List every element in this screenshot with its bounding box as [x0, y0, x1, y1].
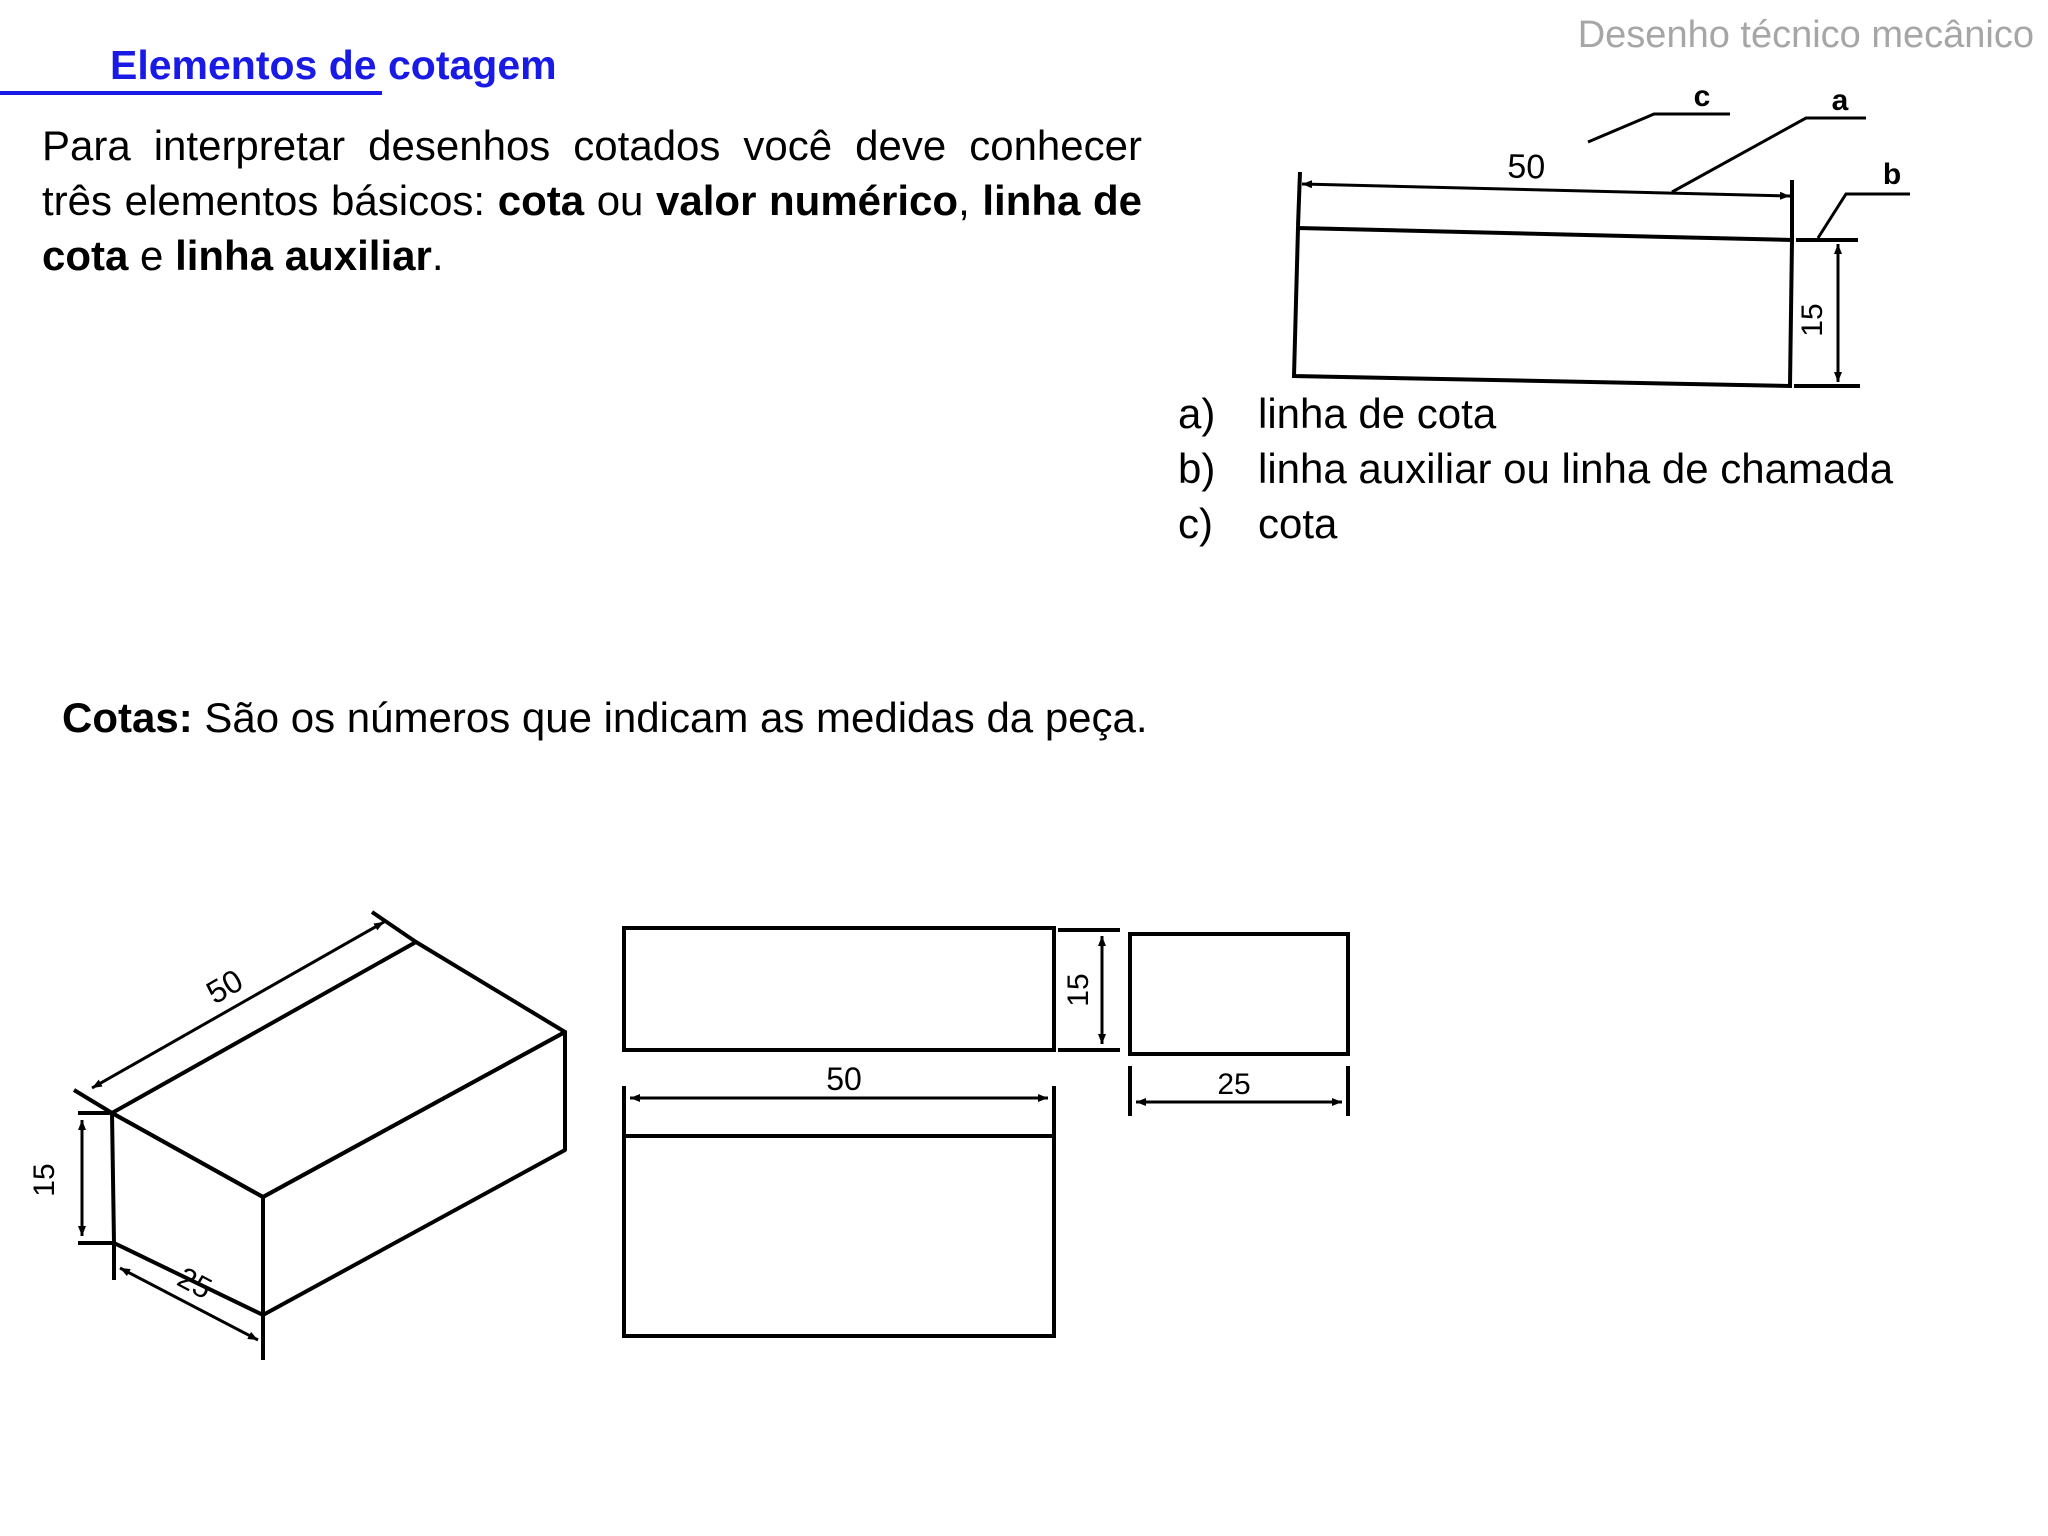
dimension-elements-diagram	[1270, 80, 1950, 400]
intro-text-2: ou	[584, 177, 657, 224]
intro-term-linha-de-cota: linha de cota	[42, 177, 1142, 279]
cota-15: 15	[1796, 303, 1829, 337]
legend-letter: b)	[1178, 445, 1216, 492]
top-view	[624, 1136, 1054, 1336]
legend-item-a	[1178, 386, 1893, 441]
part-outline	[1294, 228, 1792, 386]
dimension-line-length	[1302, 184, 1790, 196]
intro-text-5: .	[431, 232, 444, 279]
view-cota-50: 50	[826, 1061, 862, 1097]
iso-cota-50: 50	[200, 961, 249, 1011]
leader-c	[1588, 114, 1730, 142]
legend-item-c	[1178, 496, 1893, 551]
legend-text: linha de cota	[1258, 390, 1497, 437]
view-cota-25: 25	[1217, 1068, 1251, 1101]
course-header: Desenho técnico mecânico	[1577, 14, 2034, 56]
iso-cota-15: 15	[28, 1163, 61, 1197]
intro-term-cota: cota	[497, 177, 585, 224]
callout-label-c: c	[1693, 80, 1711, 113]
title-underline	[0, 91, 382, 95]
callout-label-a: a	[1831, 84, 1849, 117]
isometric-block-drawing	[20, 900, 580, 1370]
cota-50: 50	[1506, 147, 1546, 187]
legend-letter: c)	[1178, 500, 1213, 547]
cotas-definition	[62, 694, 1148, 742]
callout-label-b: b	[1882, 158, 1902, 191]
block-right-face	[263, 1032, 565, 1315]
leader-b	[1818, 194, 1910, 238]
side-view	[1130, 934, 1348, 1054]
legend-letter: a)	[1178, 390, 1216, 437]
leader-a	[1672, 118, 1866, 192]
intro-text-3: ,	[958, 177, 983, 224]
cotas-label: Cotas:	[62, 694, 193, 741]
legend-text: cota	[1258, 500, 1338, 547]
intro-term-linha-auxiliar: linha auxiliar	[175, 232, 432, 279]
intro-paragraph	[42, 118, 1142, 283]
view-cota-15: 15	[1062, 973, 1095, 1007]
legend-text: linha auxiliar ou linha de chamada	[1258, 445, 1894, 492]
iso-dimension-line-length	[92, 922, 384, 1088]
intro-text-1: Para interpretar desenhos cotados você deve conhecer três elementos básicos:	[42, 122, 1142, 224]
slide-title: Elementos de cotagem	[110, 42, 557, 88]
extension-line-left	[1298, 172, 1300, 226]
iso-cota-25: 25	[171, 1261, 217, 1307]
intro-text-4: e	[128, 232, 176, 279]
front-view	[624, 928, 1054, 1050]
cotas-text: São os números que indicam as medidas da peça.	[192, 694, 1148, 741]
intro-term-valor-numerico: valor numérico	[656, 177, 959, 224]
orthographic-views-drawing	[600, 900, 1380, 1360]
legend-item-b	[1178, 441, 1893, 496]
legend-list	[1178, 386, 1893, 551]
